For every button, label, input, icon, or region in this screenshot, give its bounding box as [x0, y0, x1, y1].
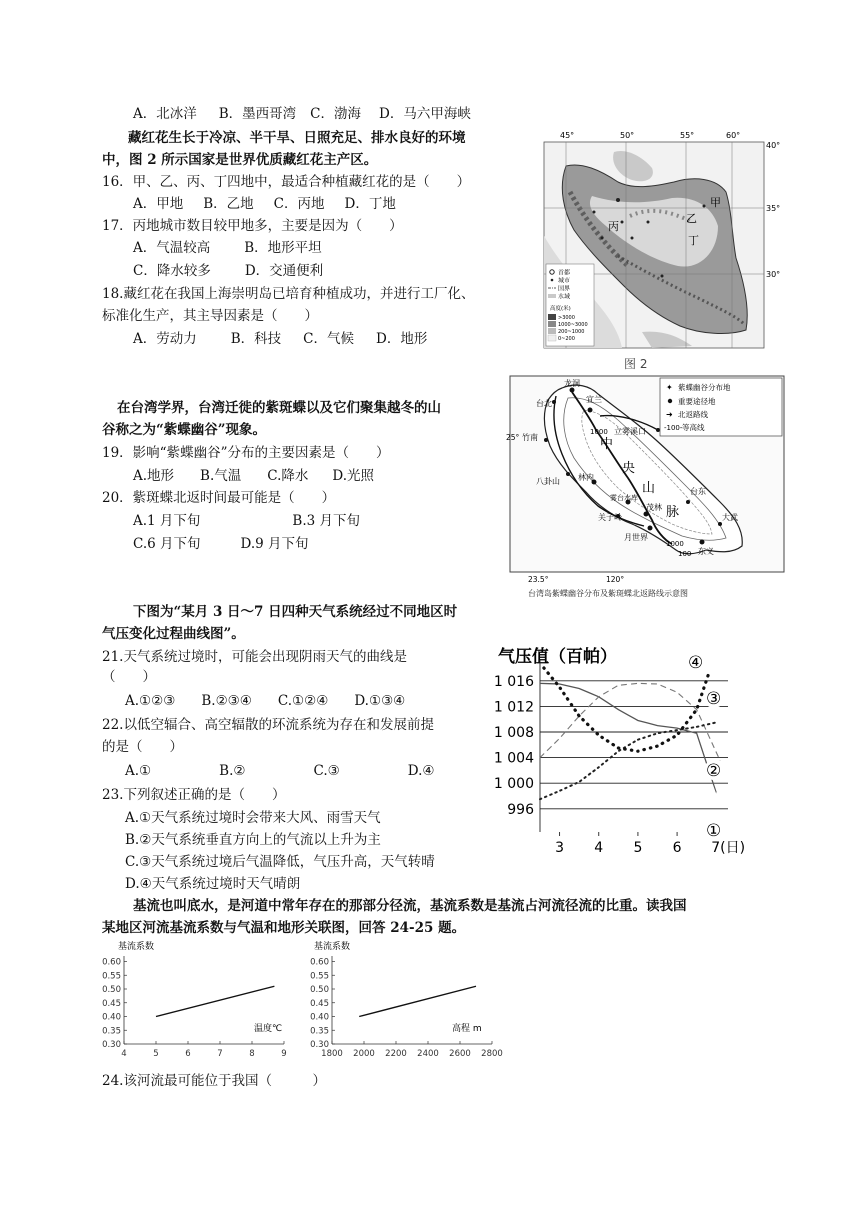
- baseflow-y-tick: 0.60: [310, 957, 329, 968]
- svg-text:等高线: 等高线: [682, 423, 705, 432]
- svg-text:首都: 首都: [558, 269, 571, 277]
- taiwan-legend: [660, 378, 782, 436]
- pressure-series-label-2: ②: [706, 761, 722, 781]
- q19-option-c: C.降水: [267, 468, 309, 484]
- temp-chart-ylabel: 基流系数: [118, 942, 155, 952]
- svg-text:重要途径地: 重要途径地: [678, 397, 716, 406]
- svg-text:北返路线: 北返路线: [678, 410, 708, 419]
- q21-option-a: A.①②③: [125, 693, 176, 709]
- saffron-intro-line2: 中，图 2 所示国家是世界优质藏红花主产区。: [102, 152, 378, 168]
- baseflow-intro-line2: 某地区河流基流系数与气温和地形关联图，回答 24-25 题。: [102, 920, 466, 936]
- q18-option-c: C．气候: [303, 331, 355, 347]
- q24-stem: 24.该河流最可能位于我国（ ）: [102, 1073, 326, 1089]
- iran-lat-label: 35°: [766, 204, 781, 213]
- pressure-x-tick: 3: [555, 840, 565, 856]
- baseflow-elevation-chart: [294, 936, 506, 1062]
- baseflow-x-tick: 6: [185, 1049, 191, 1059]
- pressure-y-tick: 1 012: [493, 699, 534, 716]
- baseflow-x-tick: 4: [121, 1049, 127, 1059]
- baseflow-y-tick: 0.40: [102, 1012, 121, 1023]
- baseflow-x-tick: 2000: [353, 1049, 375, 1059]
- svg-text:水域: 水域: [558, 293, 571, 301]
- tw-place-zhunan: 竹南: [522, 433, 538, 442]
- q20-option-d: D.9 月下旬: [240, 536, 309, 552]
- pressure-y-tick: 996: [507, 801, 534, 818]
- pressure-x-tick: 7(日): [711, 840, 746, 856]
- q22-stem-line2: 的是（ ）: [102, 739, 183, 755]
- iran-lon-label: 45°: [560, 131, 575, 140]
- q16-option-b: B．乙地: [203, 196, 254, 212]
- baseflow-y-tick: 0.55: [310, 971, 329, 982]
- q17-option-a: A．气温较高: [133, 240, 211, 256]
- tw-place-taipei: 台北: [536, 399, 552, 408]
- baseflow-x-tick: 9: [281, 1049, 287, 1059]
- tw-mountain-char: 央: [622, 461, 636, 476]
- q17-option-c: C．降水较多: [133, 263, 211, 279]
- iran-lon-label: 50°: [620, 131, 635, 140]
- baseflow-trend-line: [359, 986, 476, 1016]
- q22-option-a: A.①: [125, 763, 152, 779]
- pressure-chart-title: 气压值（百帕）: [498, 647, 617, 667]
- baseflow-y-tick: 0.35: [310, 1026, 329, 1037]
- q21-stem-line2: （ ）: [102, 669, 156, 685]
- q16-options: [133, 194, 396, 214]
- baseflow-temperature-chart: [94, 936, 294, 1062]
- q22-stem-line1: 22.以低空辐合、高空辐散的环流系统为存在和发展前提: [102, 717, 434, 733]
- q20-options-row2: [133, 534, 309, 554]
- pressure-chart: [492, 640, 782, 865]
- q23-option-c: C.③天气系统过境后气温降低，气压升高，天气转晴: [125, 854, 435, 870]
- pressure-series-label-4: ④: [688, 653, 704, 673]
- q15-option-a: A．北冰洋: [133, 106, 197, 122]
- q21-option-b: B.②③④: [201, 693, 252, 709]
- tw-place-baguashan: 八卦山: [536, 477, 560, 486]
- baseflow-y-tick: 0.50: [102, 985, 121, 995]
- q23-option-d: D.④天气系统过境时天气晴朗: [125, 876, 301, 892]
- svg-text:1000: 1000: [666, 540, 684, 548]
- q23-stem: 23.下列叙述正确的是（ ）: [102, 787, 286, 803]
- q15-options: [133, 104, 471, 124]
- q22-options: [125, 761, 434, 781]
- q19-stem: 19．影响“紫蝶幽谷”分布的主要因素是（ ）: [102, 445, 390, 461]
- iran-lon-label: 60°: [726, 131, 741, 140]
- tw-place-linnei: 林内: [578, 473, 594, 482]
- svg-text:✦: ✦: [666, 383, 673, 392]
- svg-text:25°: 25°: [506, 433, 520, 442]
- pressure-intro-line2: 气压变化过程曲线图”。: [102, 626, 245, 642]
- pressure-y-tick: 1 016: [493, 673, 534, 690]
- q18-stem-line2: 标准化生产，其主导因素是（ ）: [102, 308, 318, 324]
- pressure-x-tick: 4: [594, 840, 604, 856]
- temp-chart-xlabel: 温度℃: [254, 1024, 283, 1034]
- baseflow-y-tick: 0.30: [102, 1040, 121, 1050]
- baseflow-x-tick: 2200: [385, 1049, 407, 1059]
- svg-text:城市: 城市: [558, 277, 571, 285]
- q19-option-d: D.光照: [332, 468, 375, 484]
- tw-mountain-char: 山: [642, 481, 656, 496]
- iran-place-yi: 乙: [686, 212, 697, 225]
- q22-option-c: C.③: [313, 763, 340, 779]
- butterfly-intro-line2: 谷称之为“紫蝶幽谷”现象。: [102, 422, 267, 438]
- q17-option-b: B．地形平坦: [244, 240, 322, 256]
- svg-text:高度(米): 高度(米): [550, 306, 571, 312]
- tw-place-longdong: 龙洞: [564, 379, 580, 388]
- tw-mountain-char: 脉: [666, 505, 680, 520]
- q18-stem-line1: 18.藏红花在我国上海崇明岛已培育种植成功，并进行工厂化、: [102, 286, 475, 302]
- iran-legend: [546, 264, 594, 346]
- tw-place-taidong: 台东: [690, 487, 706, 496]
- svg-text:200~1000: 200~1000: [558, 329, 585, 335]
- baseflow-x-tick: 5: [153, 1049, 159, 1059]
- q23-option-b: B.②天气系统垂直方向上的气流以上升为主: [125, 832, 381, 848]
- q15-option-d: D．马六甲海峡: [379, 106, 471, 122]
- q18-option-d: D．地形: [376, 331, 428, 347]
- baseflow-y-tick: 0.35: [102, 1026, 121, 1037]
- baseflow-y-tick: 0.40: [310, 1012, 329, 1023]
- iran-place-bing: 丙: [608, 220, 619, 233]
- tw-place-dongyi: 东义: [698, 547, 714, 556]
- tw-place-liwuxikou: 立雾溪口: [614, 427, 646, 436]
- elev-chart-ylabel: 基流系数: [314, 942, 351, 952]
- q18-option-b: B．科技: [230, 331, 282, 347]
- pressure-intro-line1: 下图为“某月 3 日～7 日四种天气系统经过不同地区时: [133, 604, 458, 620]
- tw-mountain-char: 中: [600, 437, 614, 452]
- q22-option-d: D.④: [407, 763, 435, 779]
- baseflow-intro-line1: 基流也叫底水，是河道中常年存在的那部分径流，基流系数是基流占河流径流的比重。读我国: [133, 898, 687, 914]
- butterfly-intro-line1: 在台湾学界，台湾迁徙的紫斑蝶以及它们聚集越冬的山: [117, 400, 441, 416]
- q21-stem-line1: 21.天气系统过境时，可能会出现阴雨天气的曲线是: [102, 649, 407, 665]
- pressure-y-tick: 1 000: [493, 776, 534, 793]
- tw-place-dawu: 大武: [722, 513, 738, 522]
- pressure-series-label-1: ①: [706, 821, 722, 841]
- q20-stem: 20．紫斑蝶北返时间最可能是（ ）: [102, 490, 336, 506]
- q19-options: [133, 466, 374, 486]
- q18-options: [133, 329, 427, 349]
- baseflow-y-tick: 0.60: [102, 957, 121, 968]
- baseflow-x-tick: 1800: [321, 1049, 343, 1059]
- q19-option-a: A.地形: [133, 468, 175, 484]
- svg-text:国界: 国界: [558, 285, 571, 293]
- svg-text:-100-: -100-: [664, 424, 683, 432]
- q20-option-b: B.3 月下旬: [292, 513, 361, 529]
- q19-option-b: B.气温: [200, 468, 242, 484]
- tw-place-yilan: 宜兰: [586, 395, 602, 404]
- q16-option-d: D．丁地: [344, 196, 396, 212]
- svg-text:0~200: 0~200: [558, 336, 575, 342]
- iran-lat-label: 40°: [766, 141, 781, 150]
- baseflow-y-tick: 0.30: [310, 1040, 329, 1050]
- q20-option-a: A.1 月下旬: [133, 513, 201, 529]
- q15-option-b: B．墨西哥湾: [218, 106, 297, 122]
- baseflow-y-tick: 0.55: [102, 971, 121, 982]
- svg-text:120°: 120°: [606, 575, 625, 584]
- saffron-intro-line1: 藏红花生长于冷凉、半干旱、日照充足、排水良好的环境: [128, 130, 466, 146]
- q15-option-c: C．渤海: [310, 106, 362, 122]
- elev-chart-xlabel: 高程 m: [452, 1024, 482, 1034]
- q17-options-row2: [133, 261, 323, 281]
- q17-options-row1: [133, 238, 322, 258]
- svg-text:>3000: >3000: [558, 315, 575, 321]
- q16-option-a: A．甲地: [133, 196, 184, 212]
- iran-map: [522, 126, 784, 372]
- pressure-y-tick: 1 004: [493, 750, 534, 767]
- pressure-x-tick: 5: [633, 840, 643, 856]
- q23-option-a: A.①天气系统过境时会带来大风、雨雪天气: [125, 810, 381, 826]
- svg-text:紫蝶幽谷分布地: 紫蝶幽谷分布地: [678, 383, 731, 392]
- baseflow-x-tick: 2600: [449, 1049, 471, 1059]
- iran-place-ding: 丁: [688, 234, 699, 247]
- figure-2-caption: 图 2: [624, 357, 648, 371]
- baseflow-trend-line: [156, 986, 274, 1016]
- taiwan-map: [506, 374, 790, 604]
- svg-text:23.5°: 23.5°: [528, 575, 549, 584]
- q18-option-a: A．劳动力: [133, 331, 197, 347]
- q21-option-d: D.①③④: [354, 693, 406, 709]
- q16-stem: 16．甲、乙、丙、丁四地中，最适合种植藏红花的是（ ）: [102, 174, 471, 190]
- baseflow-y-tick: 0.50: [310, 985, 329, 995]
- svg-text:➜: ➜: [666, 410, 673, 419]
- q17-option-d: D．交通便利: [244, 263, 324, 279]
- q21-option-c: C.①②④: [277, 693, 329, 709]
- baseflow-x-tick: 7: [217, 1049, 223, 1059]
- pressure-series-label-3: ③: [706, 689, 722, 709]
- iran-lat-label: 30°: [766, 270, 781, 279]
- baseflow-y-tick: 0.45: [310, 998, 329, 1009]
- tw-place-guanziling: 关子岭: [598, 513, 622, 522]
- taiwan-map-caption: 台湾岛紫蝶幽谷分布及紫斑蝶北返路线示意图: [528, 589, 688, 598]
- q20-option-c: C.6 月下旬: [133, 536, 201, 552]
- iran-lon-label: 55°: [680, 131, 695, 140]
- baseflow-x-tick: 2800: [481, 1049, 503, 1059]
- tw-place-wutai: 雾台水库: [610, 494, 638, 502]
- baseflow-x-tick: 2400: [417, 1049, 439, 1059]
- q22-option-b: B.②: [219, 763, 246, 779]
- q21-options: [125, 691, 405, 711]
- baseflow-y-tick: 0.45: [102, 998, 121, 1009]
- pressure-x-tick: 6: [672, 840, 682, 856]
- baseflow-x-tick: 8: [249, 1049, 255, 1059]
- svg-text:1000: 1000: [590, 428, 608, 436]
- svg-text:100: 100: [678, 550, 692, 558]
- tw-place-yueshijie: 月世界: [624, 533, 648, 542]
- q16-option-c: C．丙地: [273, 196, 325, 212]
- tw-place-maolin: 茂林: [646, 503, 662, 512]
- iran-place-jia: 甲: [710, 196, 721, 209]
- q17-stem: 17．丙地城市数目较甲地多，主要是因为（ ）: [102, 218, 403, 234]
- svg-text:1000~3000: 1000~3000: [558, 322, 588, 328]
- pressure-series-line-3: [540, 722, 716, 799]
- q20-options-row1: [133, 511, 360, 531]
- pressure-y-tick: 1 008: [493, 725, 534, 741]
